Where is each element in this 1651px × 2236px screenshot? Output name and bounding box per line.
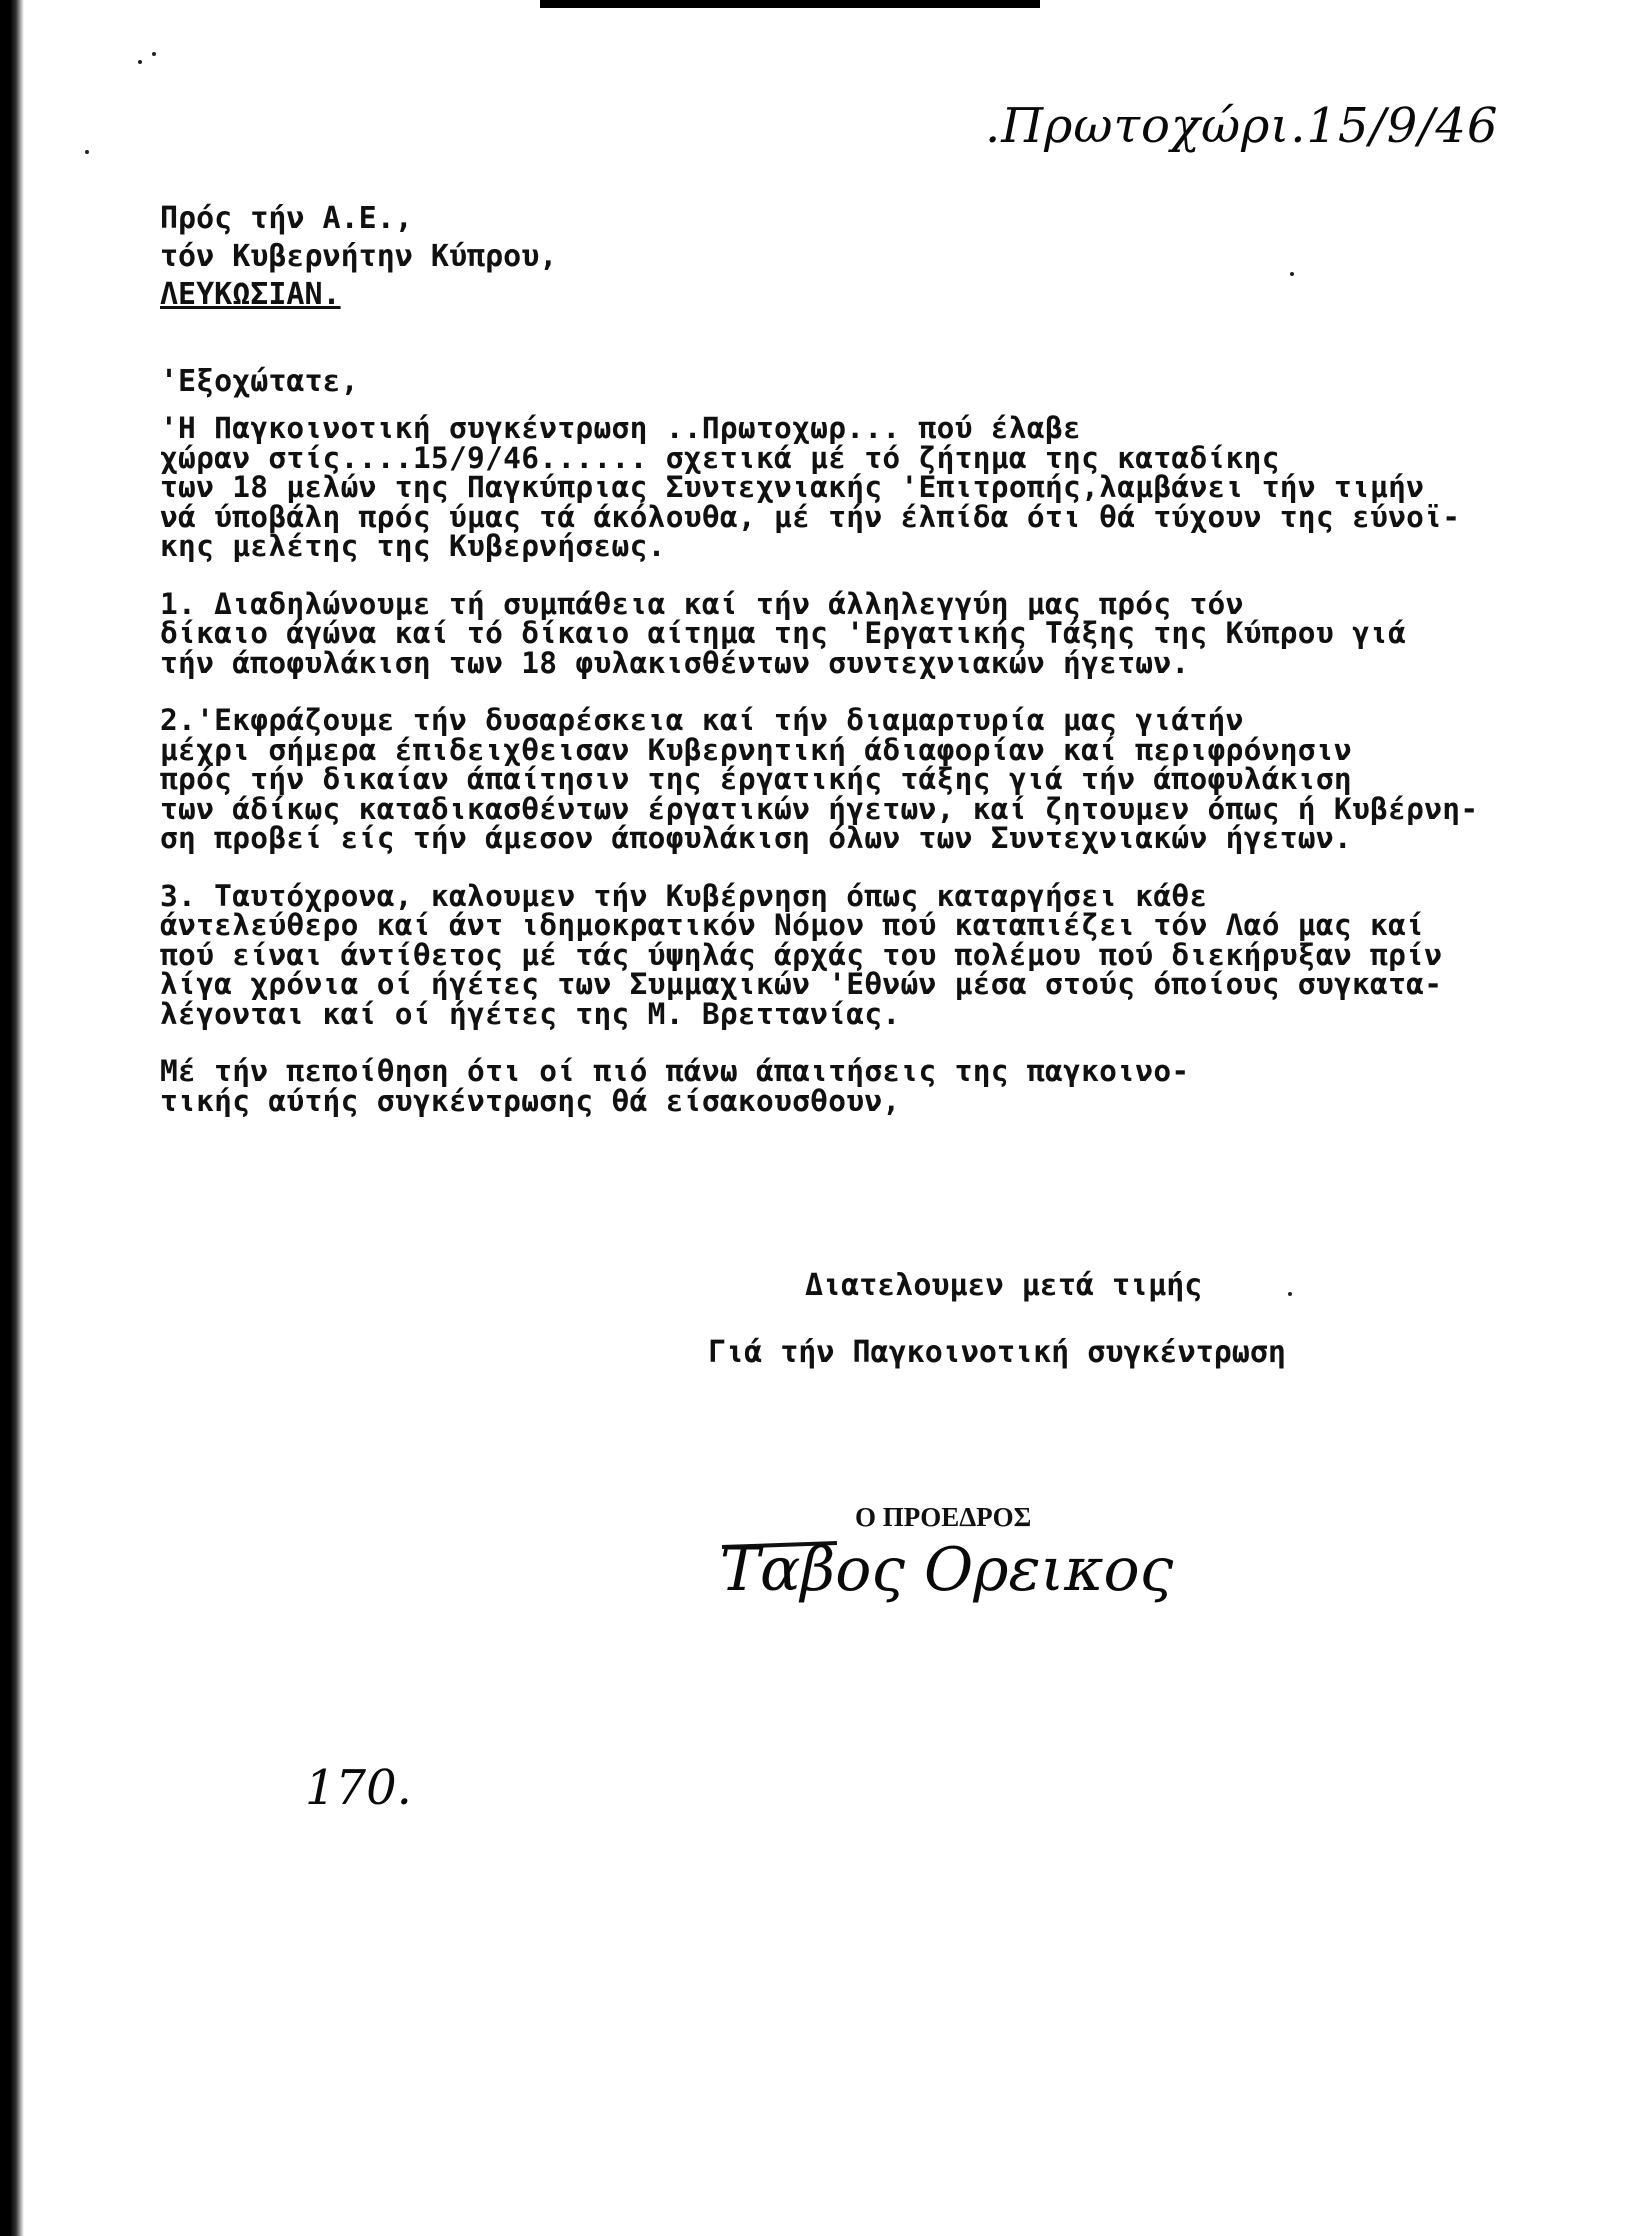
text-line: άντελεύθερο καί άντ ιδημοκρατικόν Νόμον πού καταπιέζει τόν Λαό μας καί	[160, 908, 1425, 942]
paragraph-point-3	[160, 878, 1650, 1031]
text-line: χώραν στίς....15/9/46...... σχετικά μέ τό ζήτημα της καταδίκης	[160, 440, 1280, 475]
paragraph-point-1	[160, 586, 1650, 680]
text-line: ση προβεί είς τήν άμεσον άποφυλάκιση όλων των Συντεχνιακών ήγετων.	[160, 821, 1352, 855]
text-line: τήν άποφυλάκιση των 18 φυλακισθέντων συντεχνιακών ήγετων.	[160, 645, 1190, 680]
handwritten-signature: Ταβος Ορεικος	[720, 1535, 1174, 1605]
scan-speck	[85, 150, 89, 154]
address-line: τόν Κυβερνήτην Κύπρου,	[160, 239, 558, 274]
scan-speck	[152, 52, 156, 56]
text-line: πρός τήν δικαίαν άπαίτησιν της έργατικής τάξης γιά τήν άποφυλάκιση	[160, 762, 1352, 796]
text-line: δίκαιο άγώνα καί τό δίκαιο αίτημα της 'Εργατικής Τάξης της Κύπρου γιά	[160, 616, 1407, 650]
scan-speck	[138, 60, 142, 64]
paragraph-conclusion	[160, 1054, 1650, 1118]
text-line: Μέ τήν πεποίθηση ότι οί πιό πάνω άπαιτήσεις της παγκοινο-	[160, 1054, 1190, 1088]
address-city: ΛΕΥΚΩΣΙΑΝ.	[160, 277, 341, 312]
salutation: 'Εξοχώτατε,	[160, 364, 359, 399]
text-line: τικής αύτής συγκέντρωσης θά είσακουσθουν,	[160, 1083, 901, 1118]
closing-on-behalf: Γιά τήν Παγκοινοτική συγκέντρωση	[708, 1335, 1286, 1370]
text-line: κης μελέτης της Κυβερνήσεως.	[160, 529, 666, 563]
text-line: λίγα χρόνια οί ήγέτες των Συμμαχικών 'Εθνών μέσα στούς όποίους συγκατα-	[160, 967, 1443, 1001]
handwritten-place-date: .Πρωτοχώρι.15/9/46	[985, 98, 1499, 154]
recipient-address	[160, 200, 557, 314]
text-line: 3. Ταυτόχρονα, καλουμεν τήν Κυβέρνηση όπως καταργήσει κάθε	[160, 878, 1208, 913]
page-number: 170.	[305, 1760, 412, 1816]
scan-speck	[1288, 1292, 1292, 1296]
signatory-title: Ο ΠΡΟΕΔΡΟΣ	[855, 1502, 1032, 1532]
closing-formula: Διατελουμεν μετά τιμής	[805, 1268, 1203, 1303]
text-line: 'Η Παγκοινοτική συγκέντρωση ..Πρωτοχωρ... πού έλαβε	[160, 411, 1082, 445]
text-line: πού είναι άντίθετος μέ τάς ύψηλάς άρχάς του πολέμου πού διεκήρυξαν πρίν	[160, 937, 1443, 972]
text-line: νά ύποβάλη πρός ύμας τά άκόλουθα, μέ τήν έλπίδα ότι θά τύχουν της εύνοϊ-	[160, 499, 1461, 534]
scan-speck	[1290, 272, 1294, 276]
text-line: των 18 μελών της Παγκύπριας Συντεχνιακής 'Επιτροπής,λαμβάνει τήν τιμήν	[160, 470, 1425, 504]
scan-edge-left	[0, 0, 24, 2236]
text-line: των άδίκως καταδικασθέντων έργατικών ήγετων, καί ζητουμεν όπως ή Κυβέρνη-	[160, 791, 1479, 826]
text-line: μέχρι σήμερα έπιδειχθεισαν Κυβερνητική άδιαφορίαν καί περιφρόνησιν	[160, 732, 1352, 767]
letter-body	[160, 411, 1650, 1144]
paragraph-intro	[160, 411, 1650, 563]
text-line: 1. Διαδηλώνουμε τή συμπάθεια καί τήν άλληλεγγύη μας πρός τόν	[160, 586, 1244, 621]
paragraph-point-2	[160, 703, 1650, 855]
text-line: λέγονται καί οί ήγέτες της Μ. Βρεττανίας.	[160, 996, 901, 1031]
scan-edge-top	[540, 0, 1040, 8]
text-line: 2.'Εκφράζουμε τήν δυσαρέσκεια καί τήν διαμαρτυρία μας γιάτήν	[160, 703, 1244, 737]
address-line: Πρός τήν Α.Ε.,	[160, 201, 413, 236]
